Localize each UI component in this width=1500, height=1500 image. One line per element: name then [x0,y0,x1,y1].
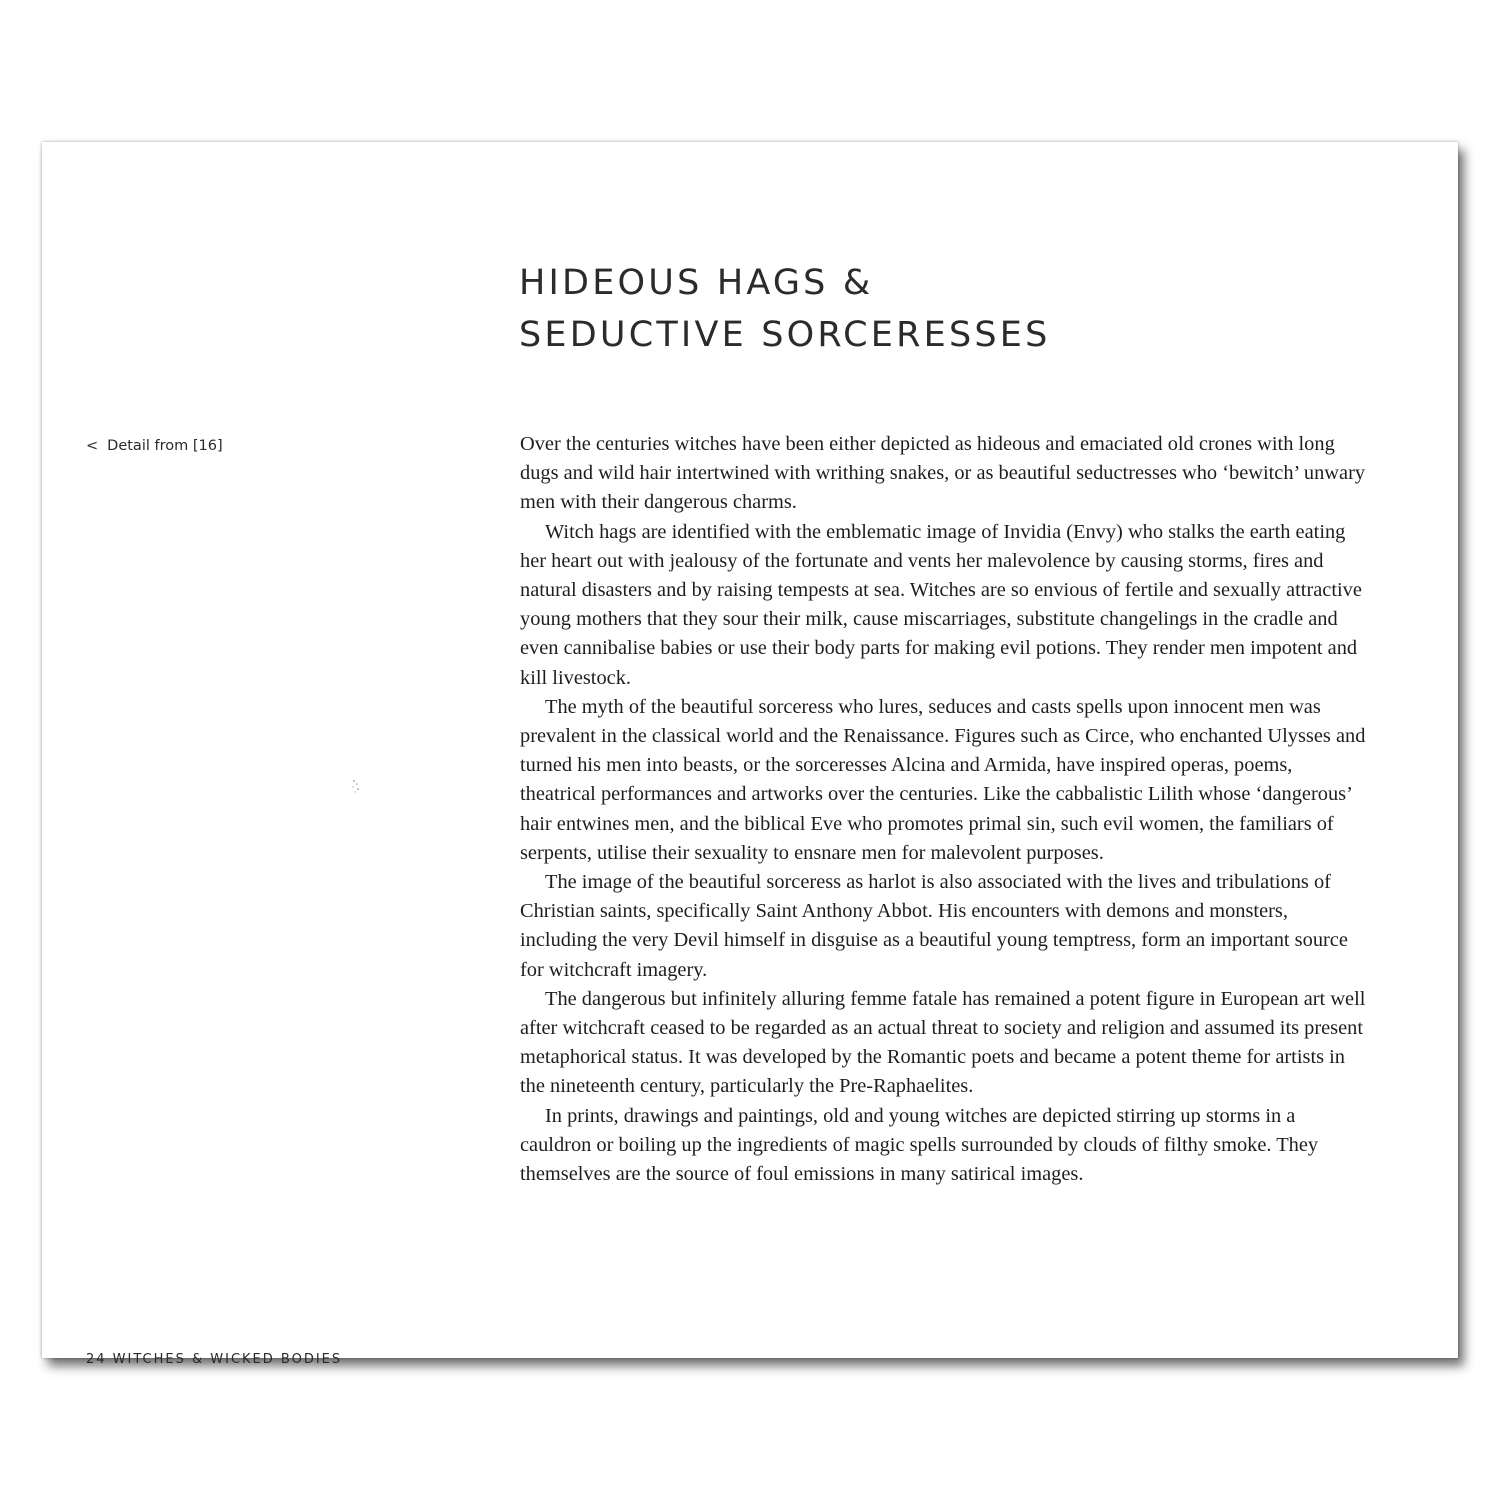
body-text [520,430,1370,1189]
body-paragraph: The myth of the beautiful sorceress who lures, seduces and casts spells upon innocent men was prevalent in the classical world and the Renaissance. Figures such as Circe, who enchanted Ulysses and turned his men into beasts, or the sorceresses Alcina and Armida, have inspired operas, poems, theatrical performances and artworks over the centuries. Like the cabbalistic Lilith whose ‘dangerous’ hair entwines men, and the biblical Eve who promotes primal sin, such evil women, the familiars of serpents, utilise their sexuality to ensnare men for malevolent purposes. [520,695,1366,864]
caption-arrow-icon: < [86,438,99,454]
page-folio: 24 WITCHES & WICKED BODIES [86,1352,343,1367]
chapter-title-line-2: SEDUCTIVE SORCERESSES [519,315,1051,355]
caption-text: Detail from [16] [107,438,223,454]
chapter-title-line-1: HIDEOUS HAGS & [519,263,874,303]
body-paragraph: Witch hags are identified with the emblematic image of Invidia (Envy) who stalks the earth eating her heart out with jealousy of the fortunate and vents her malevolence by causing storms, fires and natural disasters and by raising tempests at sea. Witches are so envious of fertile and sexually attractive young mothers that they sour their milk, cause miscarriages, substitute changelings in the cradle and even cannibalise babies or use their body parts for making evil potions. They render men impotent and kill livestock. [520,520,1362,689]
page-footer [86,1352,396,1367]
book-page [42,142,1458,1367]
body-paragraph: The dangerous but infinitely alluring femme fatale has remained a potent figure in European art well after witchcraft ceased to be regarded as an actual threat to society and religion and assumed its present metaphorical status. It was developed by the Romantic poets and became a potent theme for artists in the nineteenth century, particularly the Pre-Raphaelites. [520,987,1366,1098]
body-paragraph: In prints, drawings and paintings, old and young witches are depicted stirring up storms in a cauldron or boiling up the ingredients of magic spells surrounded by clouds of filthy smoke. They themselves are the source of foul emissions in many satirical images. [520,1104,1319,1186]
chapter-title [519,257,1051,361]
print-speck [350,778,362,796]
body-paragraph: Over the centuries witches have been either depicted as hideous and emaciated old crones with long dugs and wild hair intertwined with writhing snakes, or as beautiful seductresses who ‘bewitch’ unwary men with their dangerous charms. [520,433,1366,514]
image-caption [86,438,223,454]
body-paragraph: The image of the beautiful sorceress as harlot is also associated with the lives and tribulations of Christian saints, specifically Saint Anthony Abbot. His encounters with demons and monsters, including the very Devil himself in disguise as a beautiful young temptress, form an important source for witchcraft imagery. [520,871,1348,981]
